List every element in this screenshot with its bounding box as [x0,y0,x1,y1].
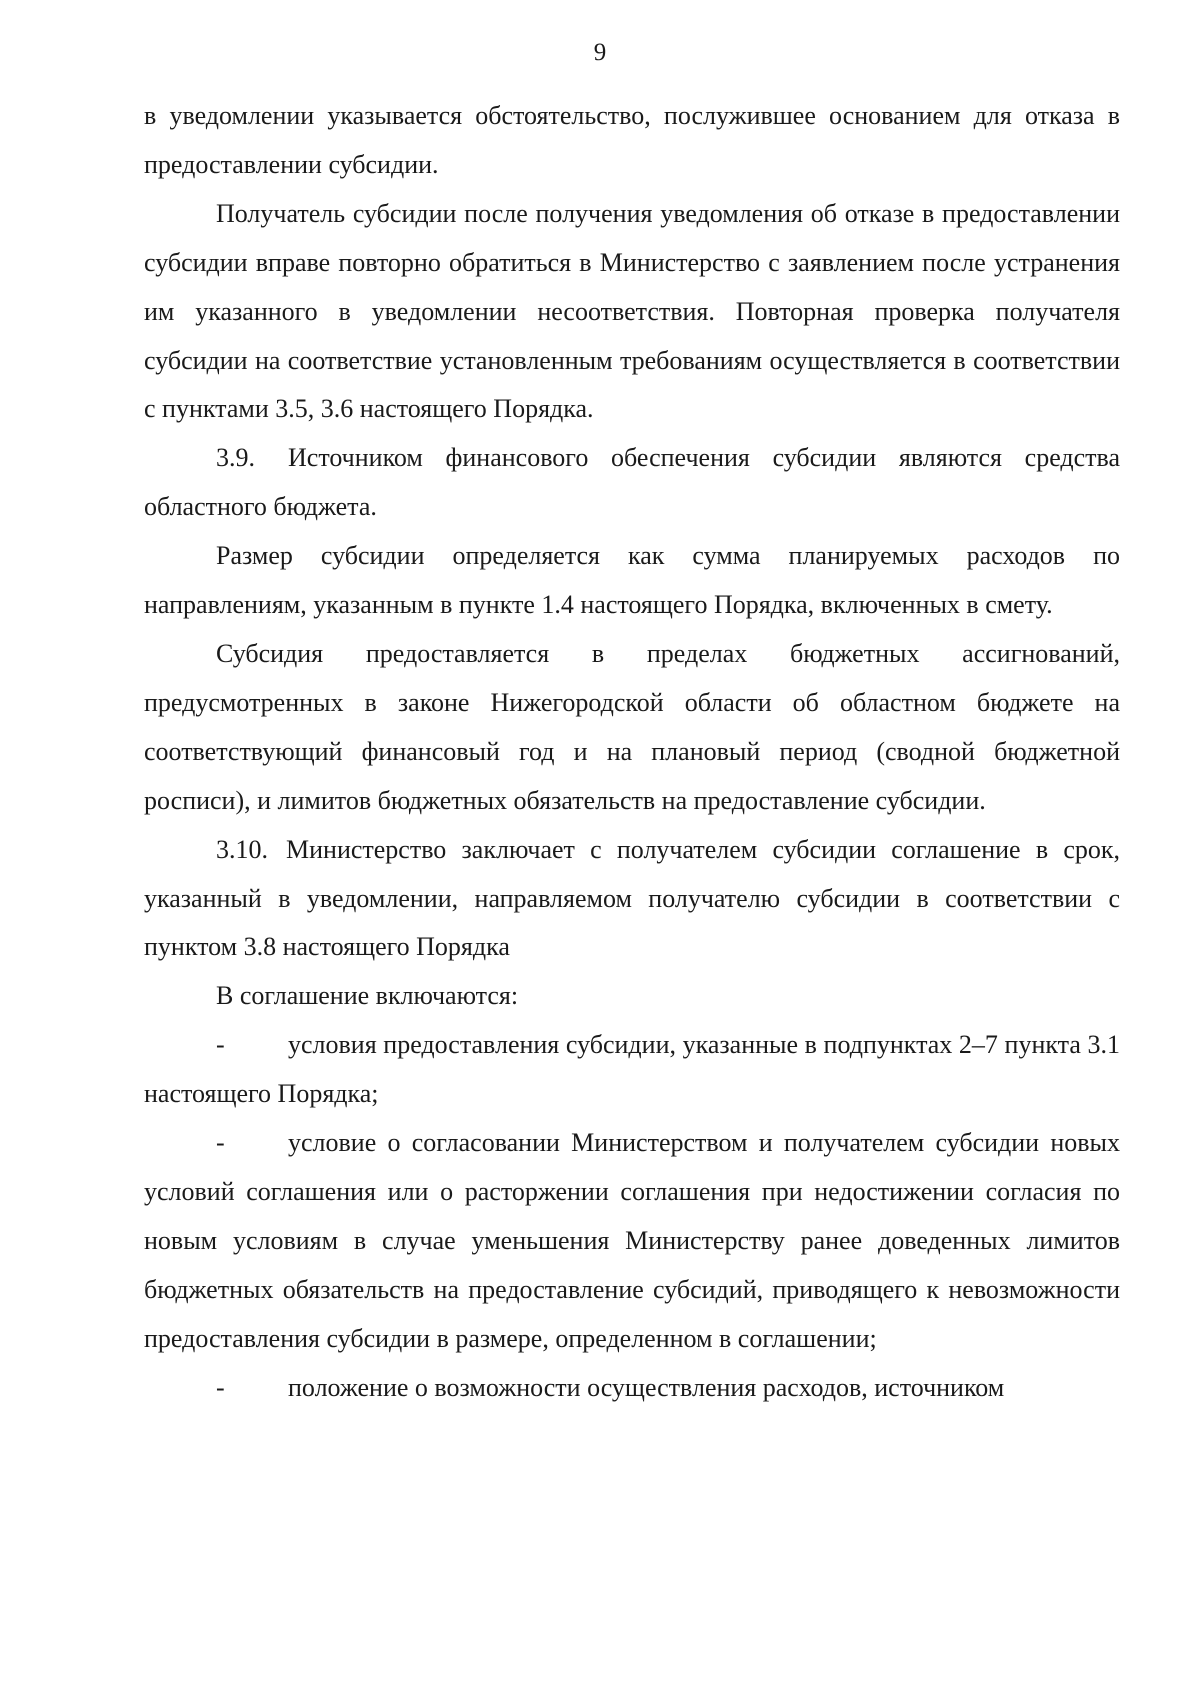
paragraph-3-10 [144,826,1120,973]
list-dash: - [216,1030,225,1060]
clause-text-3-9: Источником финансового обеспечения субсидии являются средства областного бюджета. [144,443,1120,522]
clause-number-3-9: 3.9. [216,443,255,473]
list-item-text: условия предоставления субсидии, указанные в подпунктах 2–7 пункта 3.1 настоящего Порядка; [144,1030,1120,1109]
clause-number-3-10: 3.10. [216,834,268,864]
paragraph-subsidy-size: Размер субсидии определяется как сумма планируемых расходов по направлениям, указанным в пункте 1.4 настоящего Порядка, включенных в смету. [144,541,1120,620]
paragraph-agreement-includes: В соглашение включаются: [216,981,519,1011]
paragraph-refusal-notice: в уведомлении указывается обстоятельство, послужившее основанием для отказа в предоставлении субсидии. [144,101,1120,179]
list-item [144,1021,1120,1119]
paragraph-subsidy-limits: Субсидия предоставляется в пределах бюджетных ассигнований, предусмотренных в законе Нижегородской области об областном бюджете на соответствующий финансовый год и на плановый период (сводной бюджетной росписи), и лимитов бюджетных обязательств на предоставление субсидии. [144,638,1120,815]
list-item [144,1364,1120,1413]
list-item-text: условие о согласовании Министерством и получателем субсидии новых условий соглашения или о расторжении соглашения при недостижении согласия по новым условиям в случае уменьшения Министерству ранее доведенных лимитов бюджетных обязательств на предоставление субсидий, приводящего к невозможности предоставления субсидии в размере, определенном в соглашении; [144,1128,1120,1353]
list-dash: - [216,1372,225,1402]
paragraph-3-9 [144,434,1120,532]
clause-text-3-10: Министерство заключает с получателем субсидии соглашение в срок, указанный в уведомлении, направляемом получателю субсидии в соответствии с пунктом 3.8 настоящего Порядка [144,834,1120,962]
page-number: 9 [593,39,607,66]
paragraph-repeat-application: Получатель субсидии после получения уведомления об отказе в предоставлении субсидии вправе повторно обратиться в Министерство с заявлением после устранения им указанного в уведомлении несоответствия. Повторная проверка получателя субсидии на соответствие установленным требованиям осуществляется в соответствии с пунктами 3.5, 3.6 настоящего Порядка. [144,198,1120,424]
list-item-text: положение о возможности осуществления расходов, источником [288,1372,1005,1402]
list-item [144,1119,1120,1364]
document-body [144,92,1120,1412]
list-dash: - [216,1128,225,1158]
